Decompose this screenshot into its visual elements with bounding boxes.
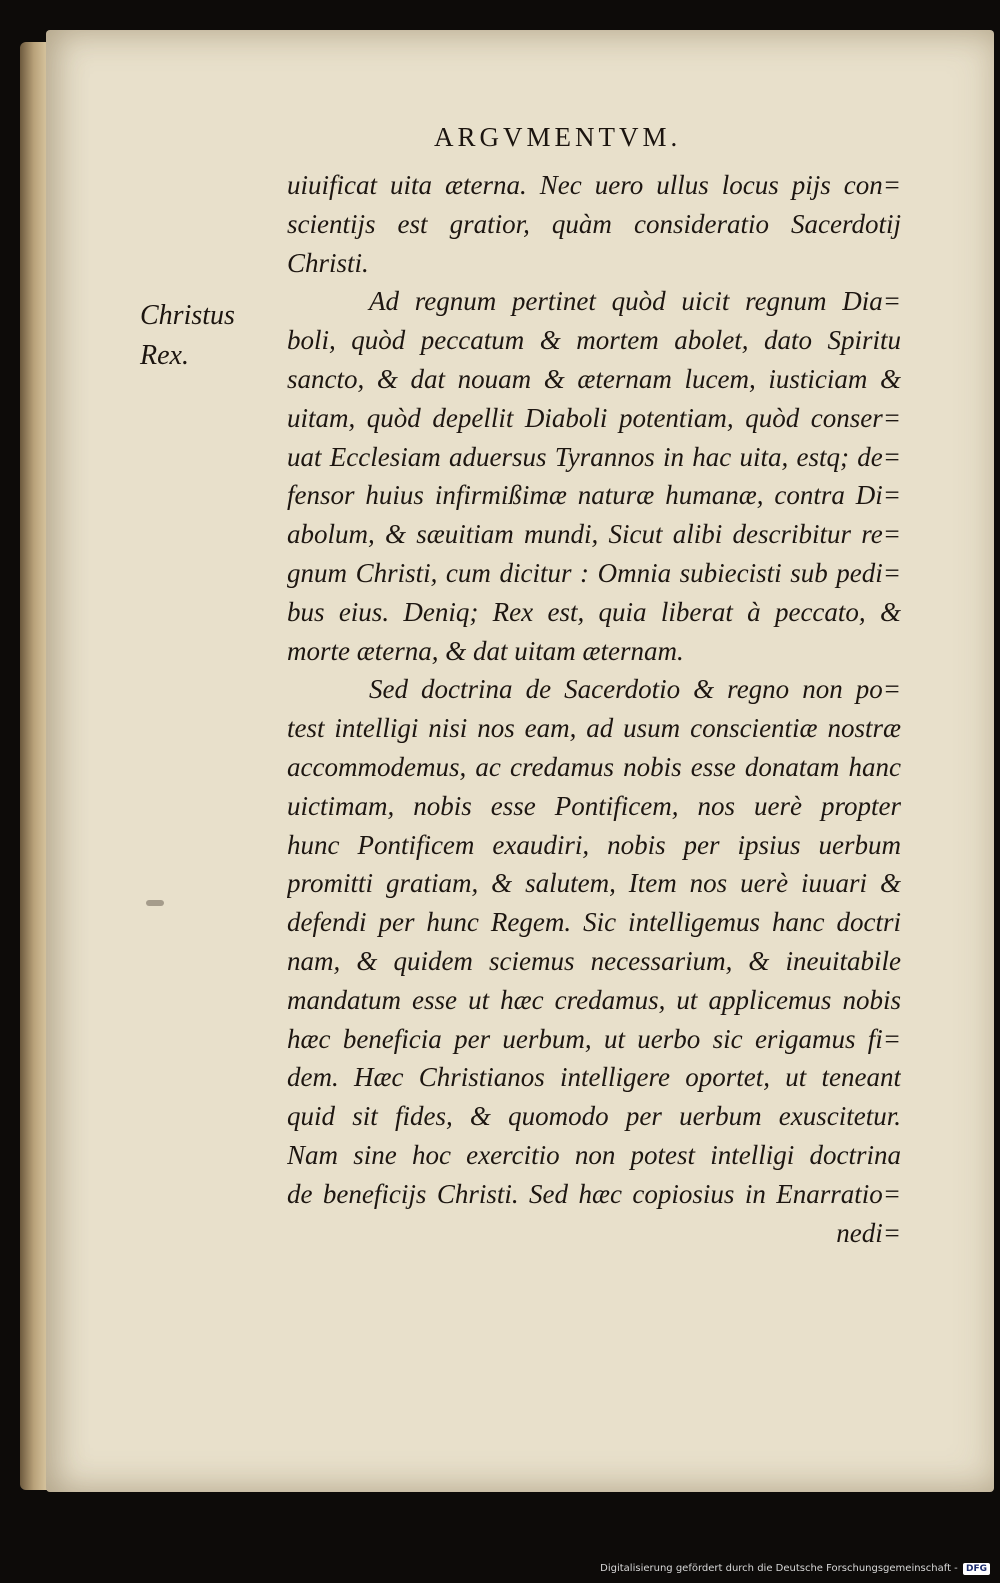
footer-text: Digitalisierung gefördert durch die Deutsche Forschungsgemeinschaft -: [600, 1563, 958, 1574]
text-line: morte æterna, & dat uitam æternam.: [287, 635, 684, 666]
text-line: Christi.: [287, 247, 369, 278]
text-line: accommodemus, ac credamus nobis esse donatam hanc: [287, 751, 901, 782]
text-line: abolum, & sæuitiam mundi, Sicut alibi describitur re=: [287, 519, 901, 550]
text-line: Nam sine hoc exercitio non potest intelligi doctrina: [287, 1139, 901, 1170]
text-line: mandatum esse ut hæc credamus, ut applicemus nobis: [287, 984, 901, 1015]
text-line: de beneficijs Christi. Sed hæc copiosius in Enarratio=: [287, 1178, 901, 1209]
text-line: hæc beneficia per uerbum, ut uerbo sic erigamus fi=: [287, 1023, 901, 1054]
text-line: promitti gratiam, & salutem, Item nos uerè iuuari &: [287, 868, 901, 899]
text-line: gnum Christi, cum dicitur : Omnia subiecisti sub pedi=: [287, 557, 901, 588]
text-line: Sed doctrina de Sacerdotio & regno non po=: [369, 674, 901, 705]
text-line: quid sit fides, & quomodo per uerbum exuscitetur.: [287, 1101, 901, 1132]
text-line: uitam, quòd depellit Diaboli potentiam, quòd conser=: [287, 402, 901, 433]
text-line: sancto, & dat nouam & æternam lucem, iusticiam &: [287, 363, 901, 394]
text-line: fensor huius infirmißimæ naturæ humanæ, contra Di=: [287, 480, 901, 511]
text-line: dem. Hæc Christianos intelligere oportet, ut teneant: [287, 1062, 901, 1093]
ink-smudge: [146, 900, 164, 906]
dfg-logo: DFG: [963, 1563, 990, 1575]
body-text: [287, 166, 901, 1252]
digitization-footer: [600, 1563, 990, 1575]
text-line: hunc Pontificem exaudiri, nobis per ipsius uerbum: [287, 829, 901, 860]
text-line: boli, quòd peccatum & mortem abolet, dato Spiritu: [287, 325, 901, 356]
text-line: bus eius. Deniq; Rex est, quia liberat à peccato, &: [287, 596, 901, 627]
text-line: Ad regnum pertinet quòd uicit regnum Dia=: [369, 286, 901, 317]
text-line: test intelligi nisi nos eam, ad usum conscientiæ nostræ: [287, 713, 901, 744]
text-line: defendi per hunc Regem. Sic intelligemus hanc doctri: [287, 907, 901, 938]
margin-note-line: Christus: [140, 300, 235, 331]
text-line: nam, & quidem sciemus necessarium, & ineuitabile: [287, 945, 901, 976]
text-line: uictimam, nobis esse Pontificem, nos uerè propter: [287, 790, 901, 821]
running-head: ARGVMENTVM.: [434, 122, 682, 152]
catchword: nedi=: [836, 1217, 901, 1248]
text-line: uat Ecclesiam aduersus Tyrannos in hac uita, estq; de=: [287, 441, 901, 472]
margin-note-line: Rex.: [140, 340, 189, 371]
text-line: scientijs est gratior, quàm consideratio Sacerdotij: [287, 208, 901, 239]
margin-note: [140, 296, 270, 376]
text-line: uiuificat uita æterna. Nec uero ullus locus pijs con=: [287, 170, 901, 200]
